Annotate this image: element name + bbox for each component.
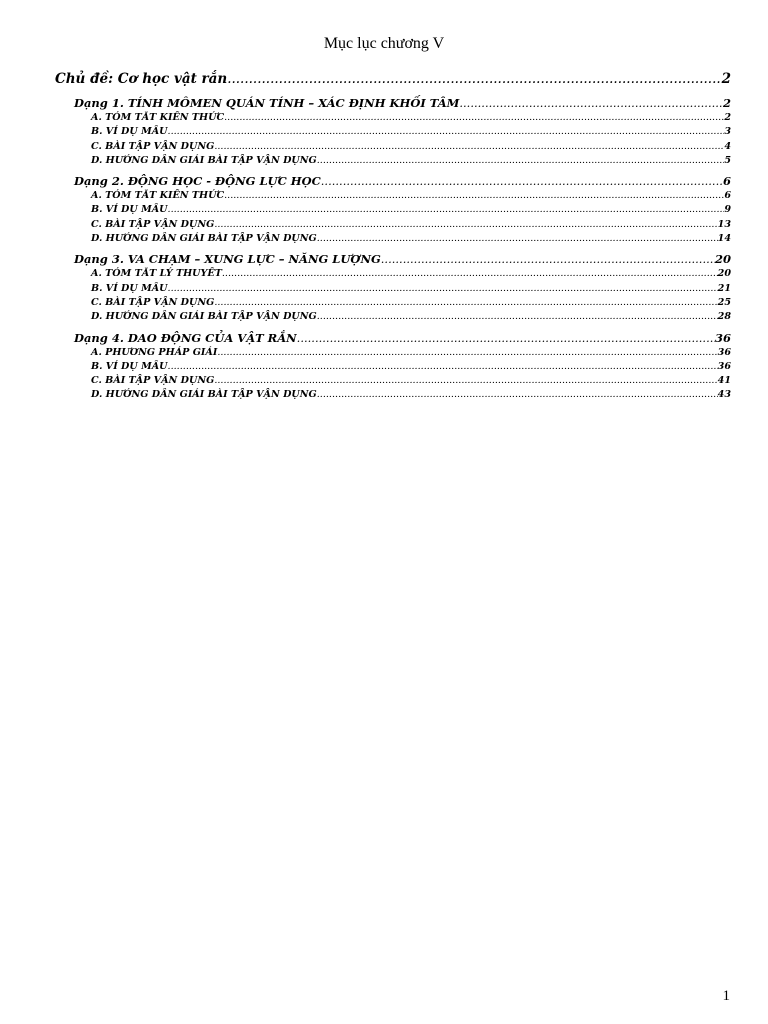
toc-entry-page: 6	[724, 190, 731, 202]
toc-entry-item[interactable]	[55, 189, 731, 203]
toc-entry-page: 13	[717, 218, 731, 230]
toc-entry-label: C. BÀI TẬP VẬN DỤNG	[91, 140, 215, 152]
toc-entry-label: D. HƯỚNG DẪN GIẢI BÀI TẬP VẬN DỤNG	[91, 233, 317, 245]
toc-entry-item[interactable]	[55, 125, 731, 139]
toc-entry-page: 20	[717, 268, 731, 280]
dot-leader	[214, 140, 724, 154]
toc-entry-topic[interactable]	[55, 70, 731, 89]
toc-entry-item[interactable]	[55, 140, 731, 154]
toc-entry-item[interactable]	[55, 232, 731, 246]
toc-entry-page: 6	[722, 174, 731, 189]
dot-leader	[222, 267, 718, 281]
toc-entry-page: 36	[717, 346, 731, 358]
toc-entry-section[interactable]	[55, 251, 731, 267]
dot-leader	[317, 310, 718, 324]
dot-leader	[168, 203, 725, 217]
dot-leader	[168, 282, 718, 296]
toc-entry-item[interactable]	[55, 310, 731, 324]
toc-entry-label: Dạng 2. ĐỘNG HỌC - ĐỘNG LỰC HỌC	[74, 174, 321, 189]
table-of-contents	[55, 70, 731, 408]
toc-entry-item[interactable]	[55, 282, 731, 296]
toc-entry-item[interactable]	[55, 218, 731, 232]
toc-entry-item[interactable]	[55, 111, 731, 125]
toc-section-3	[55, 251, 731, 324]
dot-leader	[297, 330, 715, 346]
dot-leader	[217, 346, 717, 360]
dot-leader	[224, 111, 724, 125]
toc-entry-item[interactable]	[55, 296, 731, 310]
toc-entry-label: D. HƯỚNG DẪN GIẢI BÀI TẬP VẬN DỤNG	[91, 154, 317, 166]
toc-entry-label: Dạng 4. DAO ĐỘNG CỦA VẬT RẮN	[74, 330, 297, 345]
toc-entry-item[interactable]	[55, 154, 731, 168]
dot-leader	[317, 232, 718, 246]
toc-section-2	[55, 173, 731, 246]
toc-entry-label: C. BÀI TẬP VẬN DỤNG	[91, 218, 215, 230]
document-title: Mục lục chương V	[323, 35, 445, 52]
toc-entry-page: 41	[717, 375, 731, 387]
toc-entry-page: 5	[724, 154, 731, 166]
dot-leader	[381, 251, 715, 267]
dot-leader	[224, 189, 724, 203]
toc-entry-item[interactable]	[55, 203, 731, 217]
dot-leader	[321, 173, 723, 189]
toc-section-4	[55, 330, 731, 403]
toc-entry-page: 2	[721, 71, 731, 87]
toc-entry-label: C. BÀI TẬP VẬN DỤNG	[91, 296, 215, 308]
toc-entry-label: D. HƯỚNG DẪN GIẢI BÀI TẬP VẬN DỤNG	[91, 389, 317, 401]
toc-entry-item[interactable]	[55, 360, 731, 374]
toc-entry-section[interactable]	[55, 173, 731, 189]
toc-entry-item[interactable]	[55, 374, 731, 388]
toc-entry-page: 21	[717, 282, 731, 294]
dot-leader	[214, 374, 717, 388]
toc-entry-label: Dạng 3. VA CHẠM – XUNG LỰC – NĂNG LƯỢNG	[74, 252, 381, 267]
toc-entry-page: 2	[722, 96, 731, 110]
toc-entry-page: 25	[717, 296, 731, 308]
toc-entry-page: 20	[714, 252, 731, 267]
toc-entry-label: A. PHƯƠNG PHÁP GIẢI	[91, 346, 218, 358]
toc-entry-label: B. VÍ DỤ MẪU	[91, 126, 168, 138]
toc-entry-label: A. TÓM TẮT KIẾN THỨC	[91, 112, 225, 123]
toc-entry-label: D. HƯỚNG DẪN GIẢI BÀI TẬP VẬN DỤNG	[91, 311, 317, 323]
toc-entry-label: A. TÓM TẮT KIẾN THỨC	[91, 190, 225, 202]
dot-leader	[214, 296, 717, 310]
dot-leader	[317, 388, 718, 402]
toc-entry-page: 2	[724, 112, 731, 123]
toc-entry-label: B. VÍ DỤ MẪU	[91, 360, 168, 372]
toc-entry-label: Dạng 1. TÍNH MÔMEN QUÁN TÍNH – XÁC ĐỊNH KHỐI TÂM	[74, 96, 460, 110]
toc-entry-page: 4	[724, 140, 731, 152]
toc-entry-label: C. BÀI TẬP VẬN DỤNG	[91, 375, 215, 387]
toc-entry-section[interactable]	[55, 95, 731, 111]
toc-entry-page: 36	[717, 360, 731, 372]
toc-entry-label: A. TÓM TẮT LÝ THUYẾT	[91, 268, 222, 280]
toc-entry-section[interactable]	[55, 330, 731, 346]
toc-entry-item[interactable]	[55, 267, 731, 281]
toc-entry-page: 9	[724, 204, 731, 216]
toc-section-1	[55, 95, 731, 168]
toc-entry-page: 28	[717, 311, 731, 323]
toc-entry-page: 36	[714, 330, 731, 345]
toc-entry-label: B. VÍ DỤ MẪU	[91, 204, 168, 216]
dot-leader	[168, 360, 718, 374]
dot-leader	[227, 70, 721, 89]
dot-leader	[317, 154, 725, 168]
toc-entry-item[interactable]	[55, 388, 731, 402]
page-number: 1	[722, 988, 730, 1004]
toc-entry-label: B. VÍ DỤ MẪU	[91, 282, 168, 294]
dot-leader	[168, 125, 725, 139]
toc-entry-page: 43	[717, 389, 731, 401]
toc-entry-page: 14	[717, 233, 731, 245]
toc-entry-label: Chủ đề: Cơ học vật rắn	[55, 71, 228, 87]
toc-entry-item[interactable]	[55, 346, 731, 360]
dot-leader	[214, 218, 717, 232]
toc-entry-page: 3	[724, 126, 731, 138]
dot-leader	[459, 95, 723, 111]
